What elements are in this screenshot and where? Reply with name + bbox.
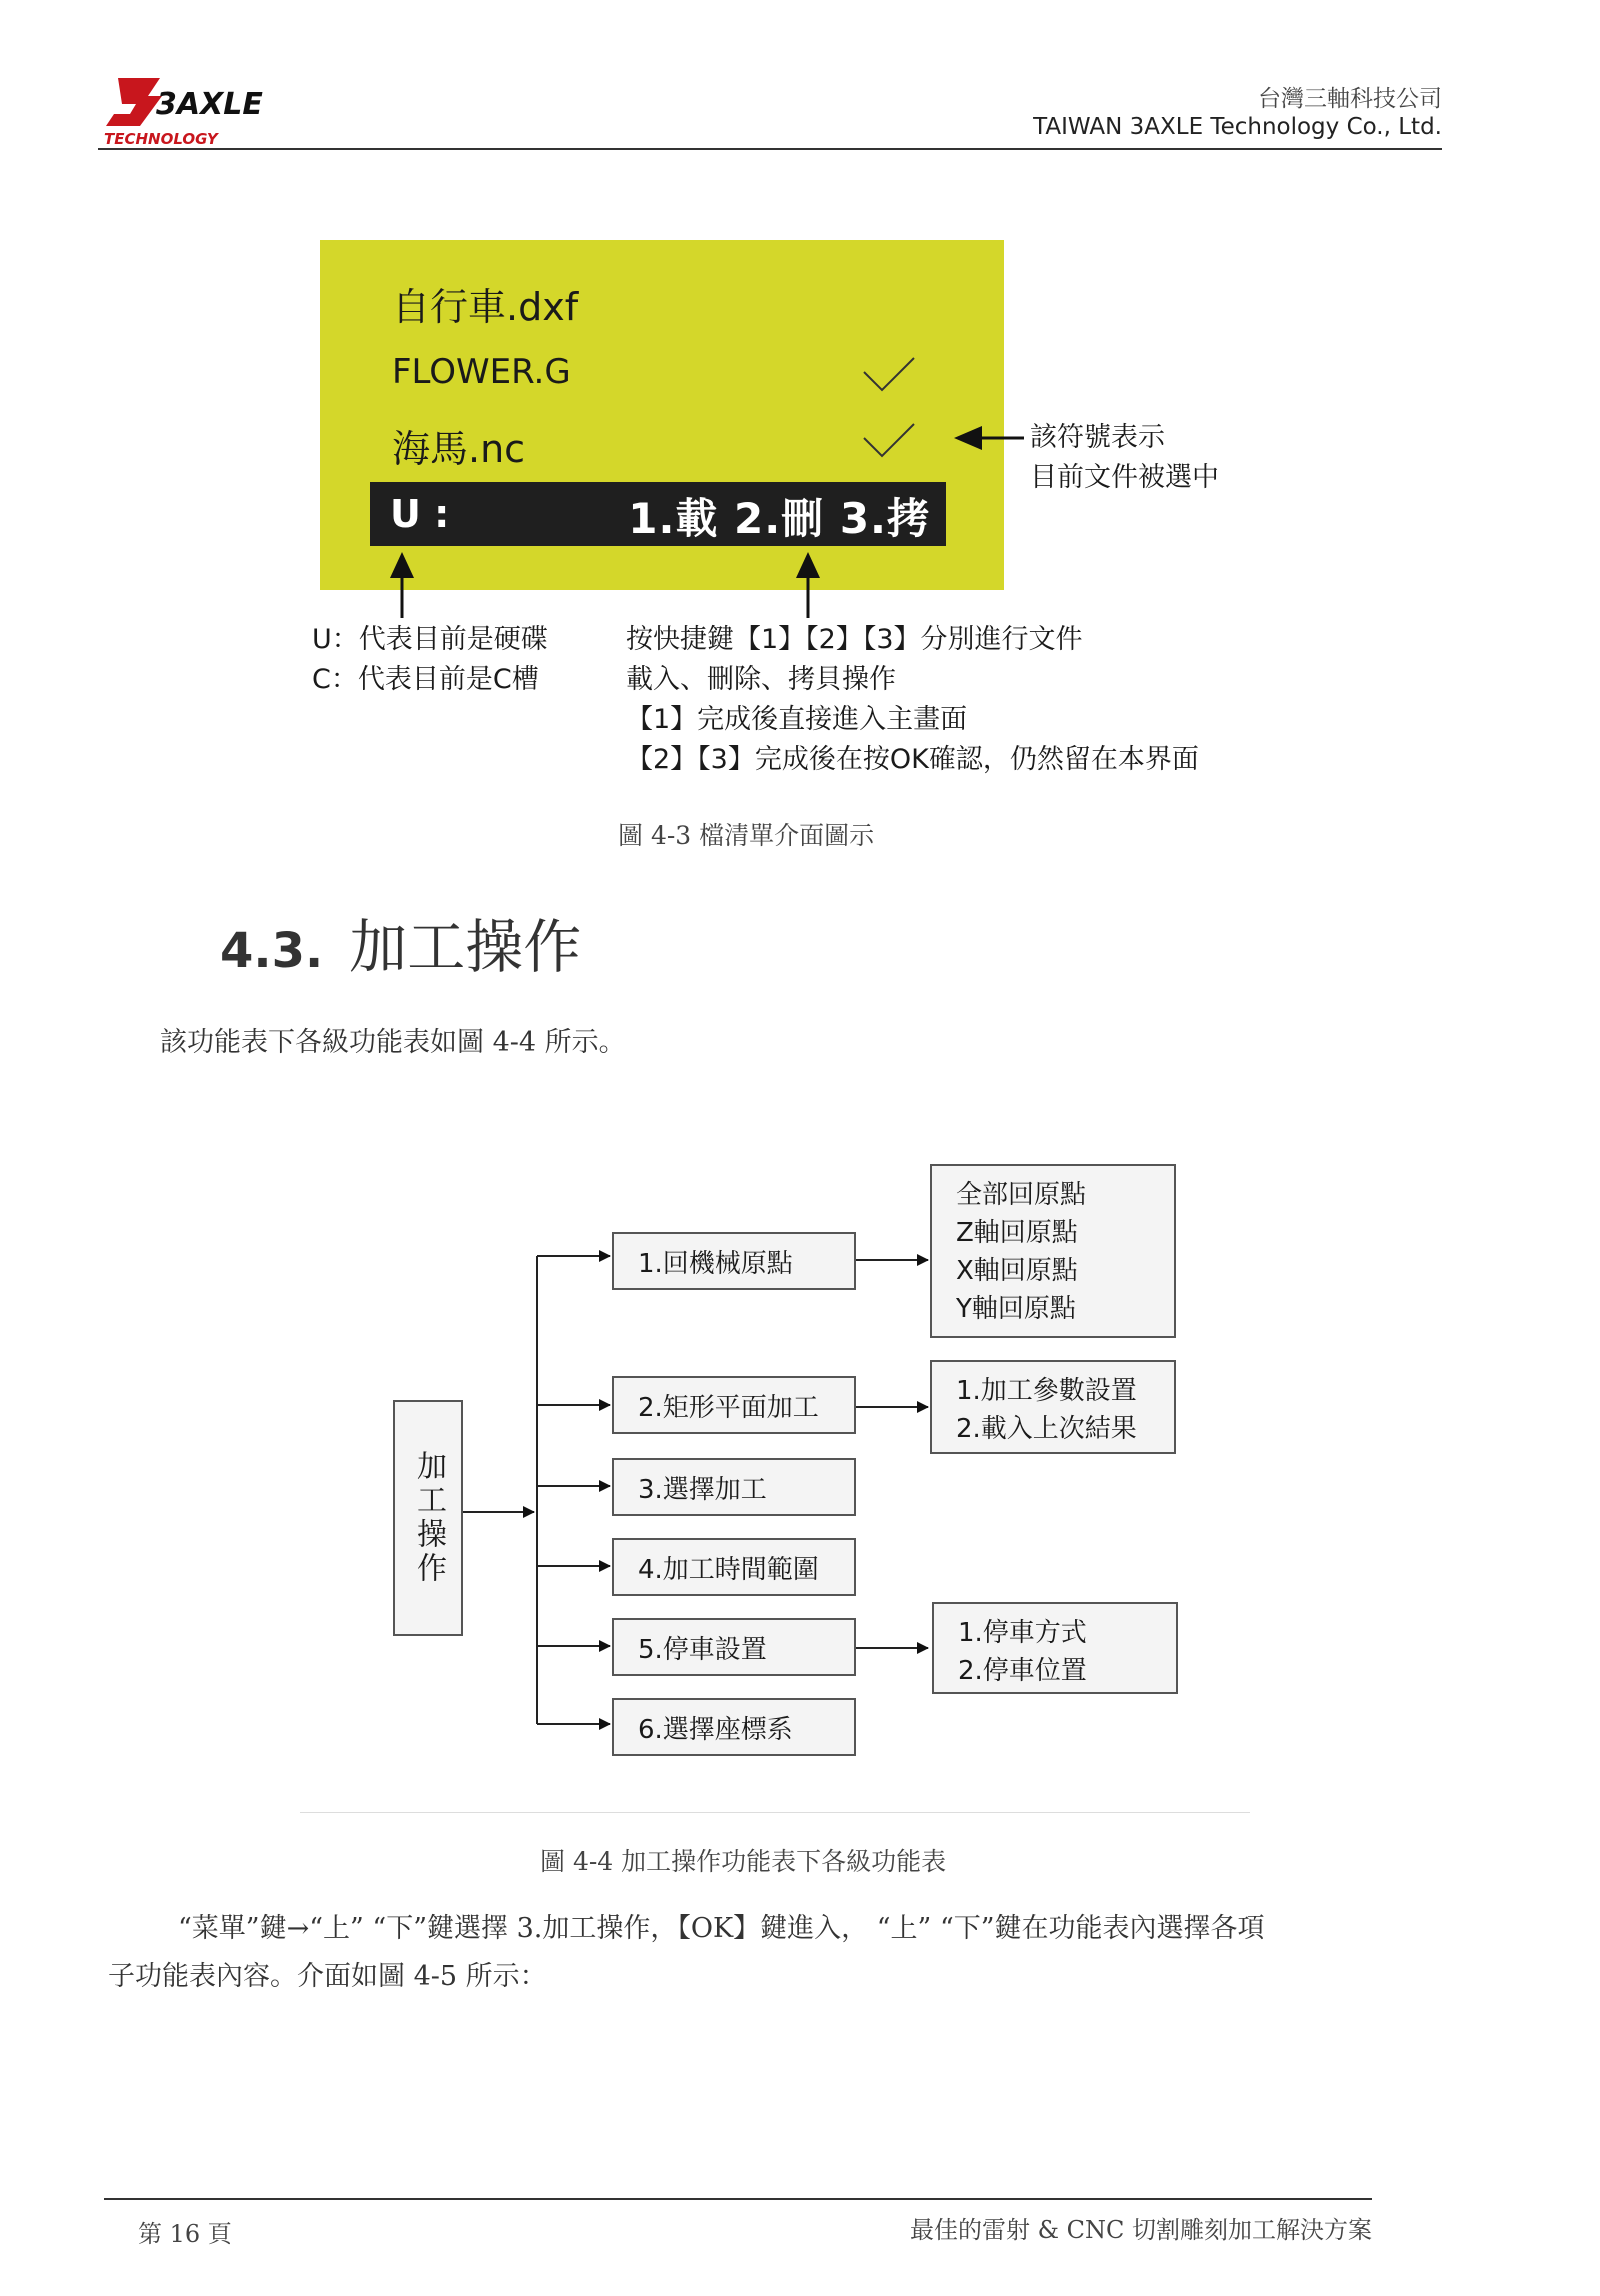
figure-caption: 圖 4-3 檔清單介面圖示	[618, 821, 875, 850]
company-name-cn: 台灣三軸科技公司	[1258, 86, 1442, 112]
menu-item-time-range: 4.加工時間範圍	[612, 1538, 856, 1596]
shortcut-actions: 1.載 2.刪 3.拷	[628, 494, 930, 543]
file-item: FLOWER.G	[392, 352, 571, 392]
check-annotation: 該符號表示 目前文件被選中	[1030, 422, 1219, 493]
footer-rule	[104, 2198, 1372, 2200]
file-item: 海馬.nc	[392, 427, 526, 471]
page-number: 第 16 頁	[138, 2220, 232, 2248]
menu-item-select-process: 3.選擇加工	[612, 1458, 856, 1516]
submenu-return-home: 全部回原點 Z軸回原點 X軸回原點 Y軸回原點	[930, 1164, 1176, 1338]
drive-annotation: U：代表目前是硬碟 C：代表目前是C槽	[312, 624, 548, 695]
body-paragraph-line: 子功能表內容。介面如圖 4-5 所示：	[108, 1961, 547, 1992]
footer-slogan: 最佳的雷射 & CNC 切割雕刻加工解決方案	[910, 2216, 1372, 2244]
menu-item-rect-milling: 2.矩形平面加工	[612, 1376, 856, 1434]
intro-paragraph: 該功能表下各級功能表如圖 4-4 所示。	[160, 1027, 626, 1058]
company-name-en: TAIWAN 3AXLE Technology Co., Ltd.	[1033, 114, 1442, 140]
divider	[300, 1812, 1250, 1813]
menu-item-return-home: 1.回機械原點	[612, 1232, 856, 1290]
submenu-rect-milling: 1.加工參數設置 2.載入上次結果	[930, 1360, 1176, 1454]
menu-item-coordinate-system: 6.選擇座標系	[612, 1698, 856, 1756]
logo-subtext: TECHNOLOGY	[104, 130, 218, 148]
submenu-park-settings: 1.停車方式 2.停車位置	[932, 1602, 1178, 1694]
figure-caption: 圖 4-4 加工操作功能表下各級功能表	[540, 1847, 947, 1876]
section-heading	[220, 900, 581, 984]
diagram-root: 加工操作	[393, 1400, 463, 1636]
body-paragraph-line: “菜單”鍵→“上” “下”鍵選擇 3.加工操作，【OK】鍵進入， “上” “下”鍵在功能表內選擇各項	[178, 1913, 1265, 1944]
section-title: 加工操作	[349, 913, 582, 981]
menu-item-park-settings: 5.停車設置	[612, 1618, 856, 1676]
file-item: 自行車.dxf	[392, 285, 579, 329]
drive-indicator: U :	[390, 492, 450, 536]
action-annotation: 按快捷鍵【1】【2】【3】分別進行文件 載入、刪除、拷貝操作 【1】完成後直接進入主畫面 【2】【3】完成後在按OK確認，仍然留在本界面	[626, 624, 1199, 775]
logo-text: 3AXLE	[156, 87, 263, 122]
section-number: 4.3.	[220, 923, 324, 979]
menu-tree-connectors	[0, 1100, 1600, 1800]
